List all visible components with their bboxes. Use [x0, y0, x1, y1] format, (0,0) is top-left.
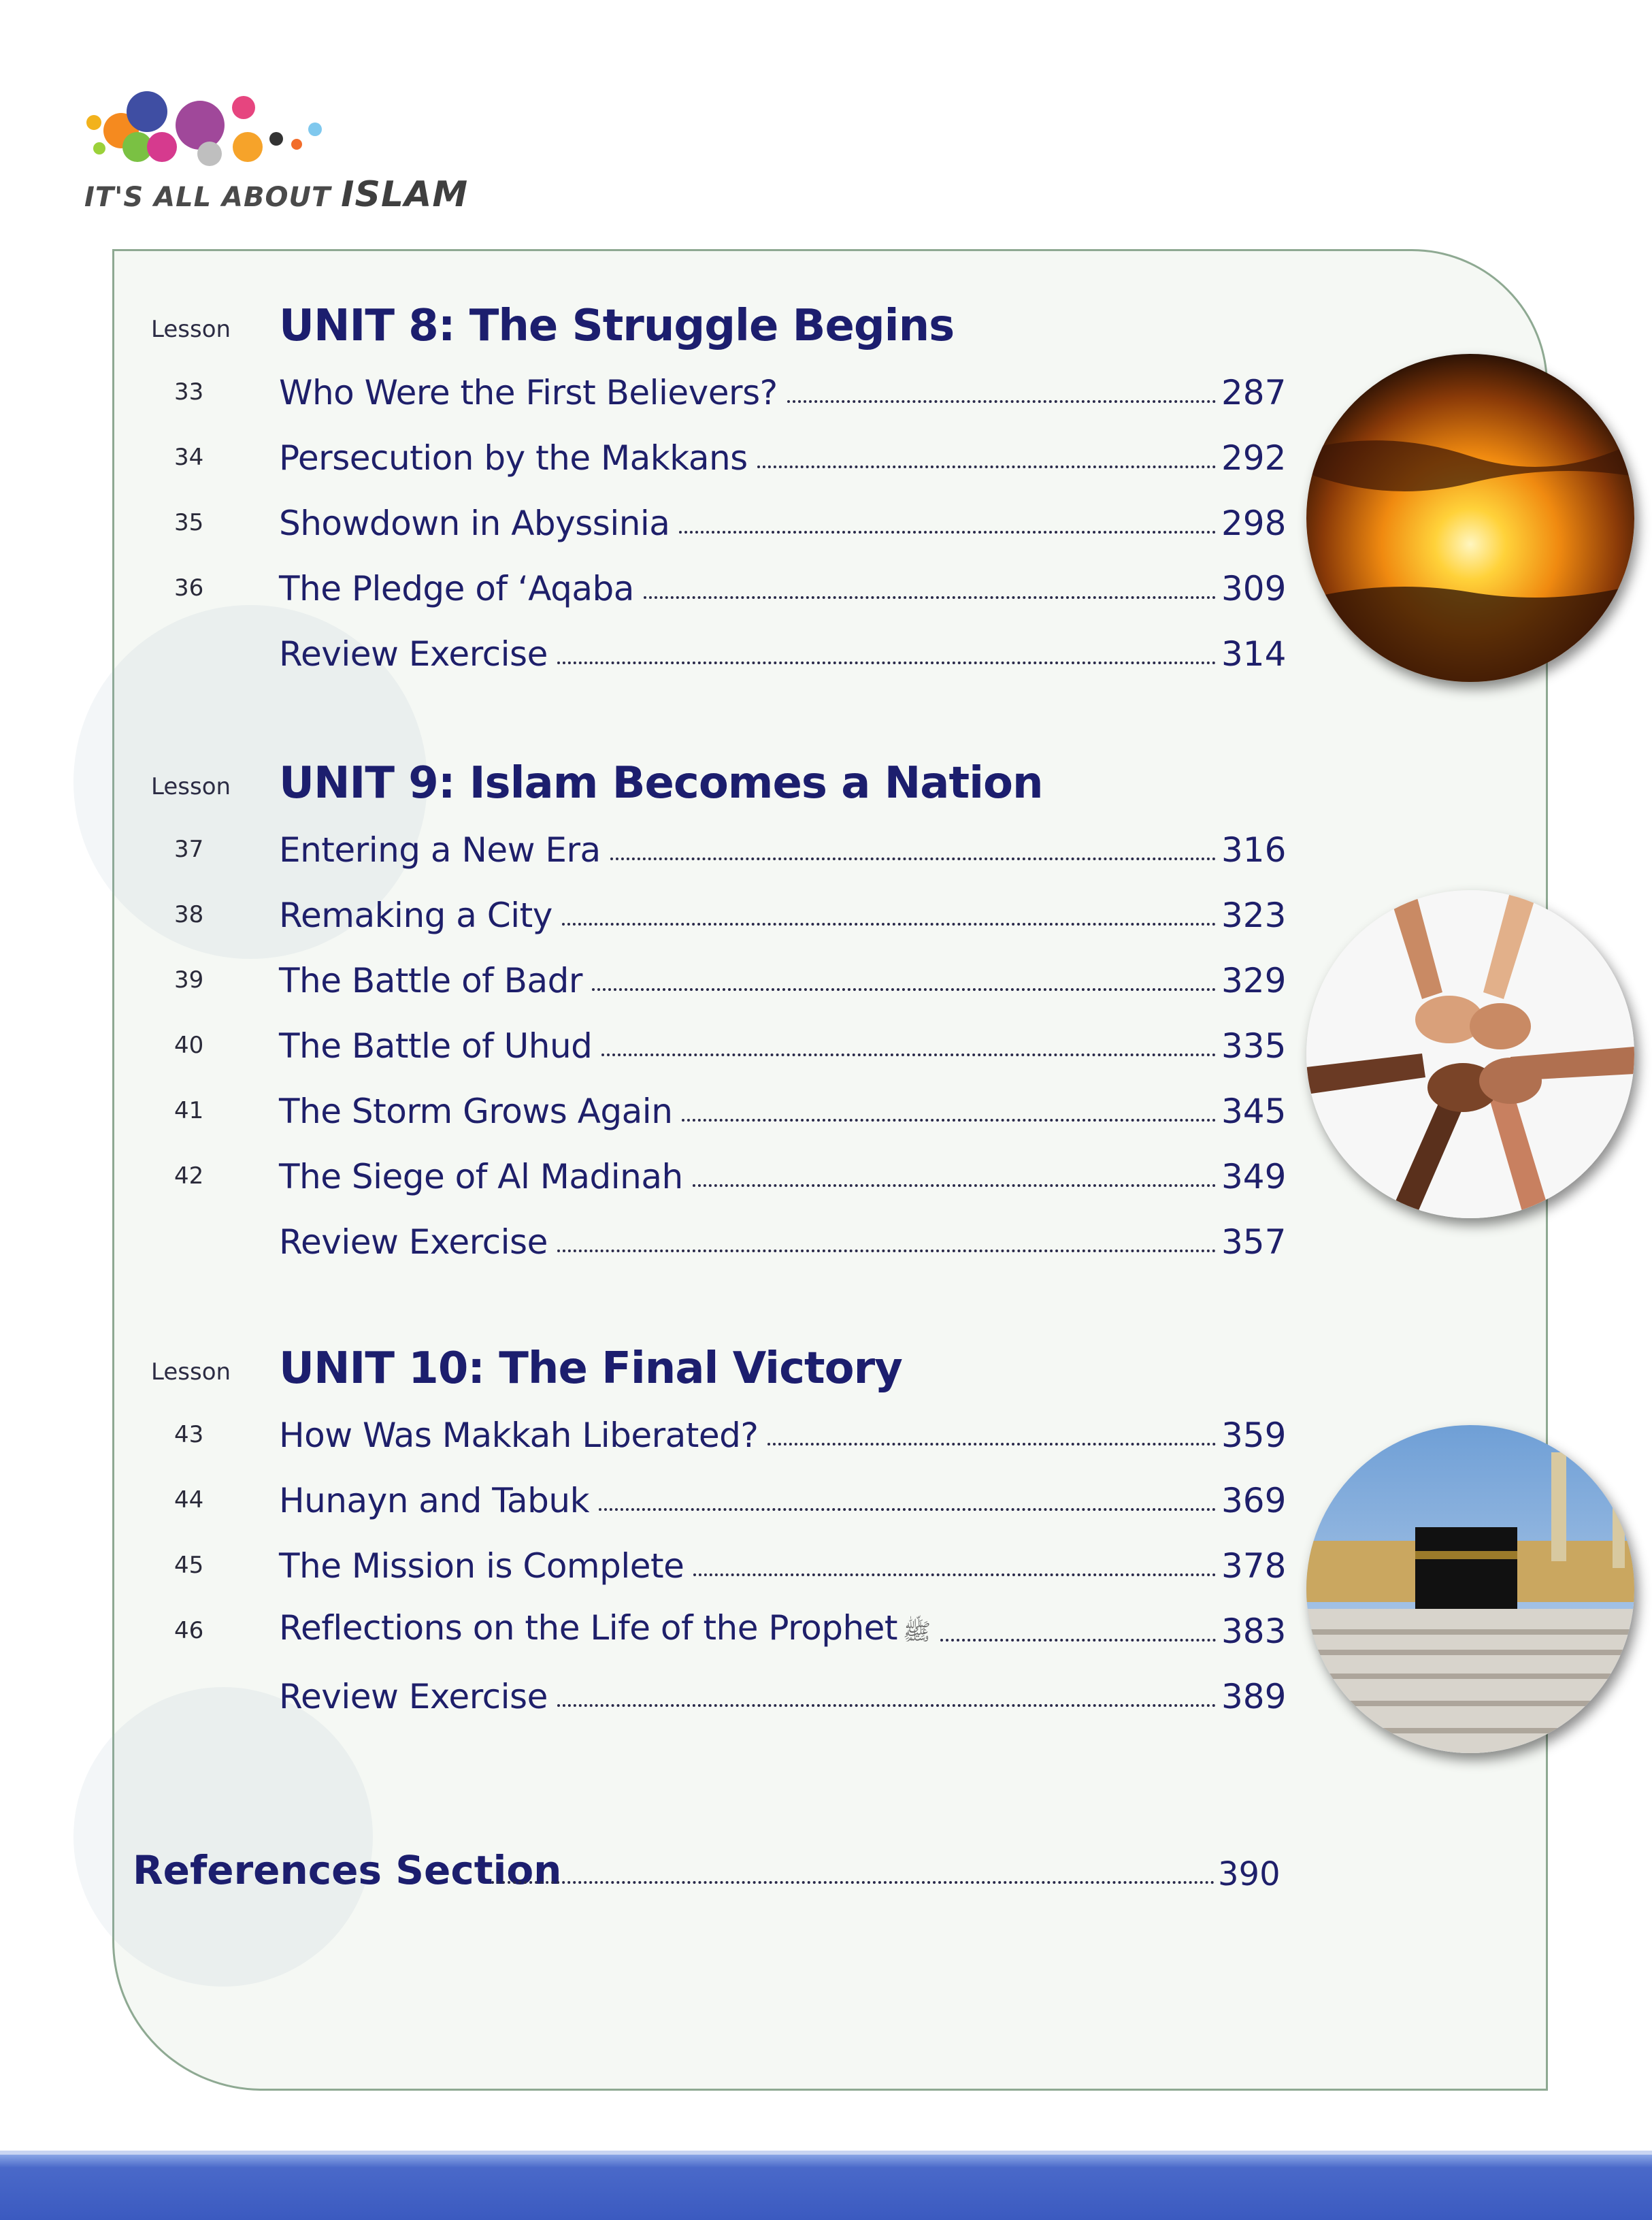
lesson-number: 38: [174, 901, 204, 928]
page-number: 314: [1221, 634, 1287, 674]
toc-entry[interactable]: [0, 1410, 1293, 1458]
page-number: 287: [1221, 373, 1287, 412]
lesson-number: 44: [174, 1486, 204, 1514]
lesson-number: 42: [174, 1162, 204, 1190]
unit-title: UNIT 8: The Struggle Begins: [279, 301, 955, 351]
lesson-title: Who Were the First Believers?: [279, 373, 778, 412]
toc-entry[interactable]: [0, 1671, 1293, 1719]
page-number: 390: [1218, 1855, 1281, 1893]
dot-leader: [682, 1119, 1216, 1122]
toc-entry[interactable]: [0, 564, 1293, 611]
tagline-prefix: IT'S ALL ABOUT: [84, 182, 331, 213]
lesson-title: The Storm Grows Again: [279, 1092, 673, 1131]
references-entry[interactable]: [0, 1842, 1293, 1896]
tagline-strong: ISLAM: [341, 174, 469, 215]
page-number: 335: [1221, 1026, 1287, 1066]
lesson-title: Review Exercise: [279, 1677, 548, 1716]
toc-entry[interactable]: [0, 956, 1293, 1003]
lesson-number: 35: [174, 509, 204, 536]
lesson-title: The Battle of Badr: [279, 961, 582, 1000]
dot-leader: [940, 1639, 1216, 1642]
dot-leader: [693, 1184, 1216, 1187]
toc-entry[interactable]: [0, 1152, 1293, 1199]
lesson-title: The Mission is Complete: [279, 1546, 684, 1586]
lesson-title: Persecution by the Makkans: [279, 438, 748, 478]
page-number: 359: [1221, 1416, 1287, 1455]
dot-leader: [557, 1704, 1216, 1707]
dot-leader: [562, 923, 1216, 926]
lesson-title: The Pledge of ʻAqaba: [279, 569, 634, 608]
lesson-title: Remaking a City: [279, 896, 552, 935]
lesson-number: 36: [174, 574, 204, 602]
page-number: 383: [1221, 1612, 1287, 1651]
toc-entry[interactable]: [0, 498, 1293, 546]
references-title: References Section: [133, 1847, 562, 1893]
page-number: 378: [1221, 1546, 1287, 1586]
lesson-title: The Battle of Uhud: [279, 1026, 593, 1066]
toc-entry[interactable]: [0, 368, 1293, 415]
dot-leader: [601, 1054, 1216, 1056]
toc-entry[interactable]: [0, 1217, 1293, 1264]
toc-entry[interactable]: [0, 890, 1293, 938]
toc-entry[interactable]: [0, 433, 1293, 480]
dot-leader: [592, 988, 1216, 991]
page-number: 298: [1221, 504, 1287, 543]
honorific-calligraphy: ﷺ: [903, 1618, 931, 1646]
toc-entry[interactable]: [0, 825, 1293, 872]
page-number: 345: [1221, 1092, 1287, 1131]
kaaba-photo: [1306, 1425, 1634, 1753]
lesson-title: Review Exercise: [279, 1222, 548, 1262]
joined-hands-photo: [1306, 890, 1634, 1218]
lesson-title: The Siege of Al Madinah: [279, 1157, 683, 1196]
lesson-number: 39: [174, 966, 204, 994]
lesson-number: 43: [174, 1421, 204, 1448]
toc-entry[interactable]: [0, 629, 1293, 676]
dot-leader: [757, 466, 1216, 468]
dot-leader: [557, 662, 1216, 664]
page-number: 329: [1221, 961, 1287, 1000]
dot-leader: [787, 400, 1216, 403]
lesson-number: 34: [174, 444, 204, 471]
footer-band: [0, 2155, 1652, 2220]
lesson-title: Entering a New Era: [279, 830, 601, 870]
unit-title: UNIT 9: Islam Becomes a Nation: [279, 758, 1043, 809]
page-number: 292: [1221, 438, 1287, 478]
page-number: 323: [1221, 896, 1287, 935]
page-number: 349: [1221, 1157, 1287, 1196]
lesson-title: Review Exercise: [279, 634, 548, 674]
toc-entry[interactable]: [0, 1606, 1293, 1654]
toc-entry[interactable]: [0, 1086, 1293, 1134]
dot-leader: [679, 531, 1216, 534]
lesson-title: [279, 1608, 931, 1651]
unit-heading: [0, 754, 1361, 809]
lesson-title: Showdown in Abyssinia: [279, 504, 670, 543]
page-number: 389: [1221, 1677, 1287, 1716]
lesson-number: 46: [174, 1617, 204, 1644]
lesson-number: 40: [174, 1032, 204, 1059]
page-number: 369: [1221, 1481, 1287, 1520]
lesson-number: 45: [174, 1552, 204, 1579]
dot-leader: [610, 858, 1216, 860]
dot-leader: [557, 1250, 1216, 1252]
unit-heading: [0, 297, 1361, 351]
toc-entry[interactable]: [0, 1021, 1293, 1068]
lesson-label: Lesson: [151, 773, 231, 800]
page-number: 316: [1221, 830, 1287, 870]
lesson-title: How Was Makkah Liberated?: [279, 1416, 759, 1455]
lesson-label: Lesson: [151, 316, 231, 343]
lesson-number: 37: [174, 836, 204, 863]
sunset-photo: [1306, 354, 1634, 682]
lesson-title: Hunayn and Tabuk: [279, 1481, 590, 1520]
lesson-number: 41: [174, 1097, 204, 1124]
lesson-number: 33: [174, 378, 204, 406]
unit-title: UNIT 10: The Final Victory: [279, 1343, 902, 1394]
lesson-label: Lesson: [151, 1358, 231, 1386]
toc-entry[interactable]: [0, 1541, 1293, 1588]
page-number: 357: [1221, 1222, 1287, 1262]
dot-leader: [644, 596, 1216, 599]
toc-entry[interactable]: [0, 1475, 1293, 1523]
dot-leader: [491, 1881, 1215, 1884]
page-number: 309: [1221, 569, 1287, 608]
lesson-title-text: Reflections on the Life of the Prophet: [279, 1608, 898, 1648]
dot-leader: [767, 1443, 1216, 1446]
unit-heading: [0, 1339, 1361, 1394]
dot-leader: [599, 1508, 1216, 1511]
dot-leader: [693, 1573, 1216, 1576]
